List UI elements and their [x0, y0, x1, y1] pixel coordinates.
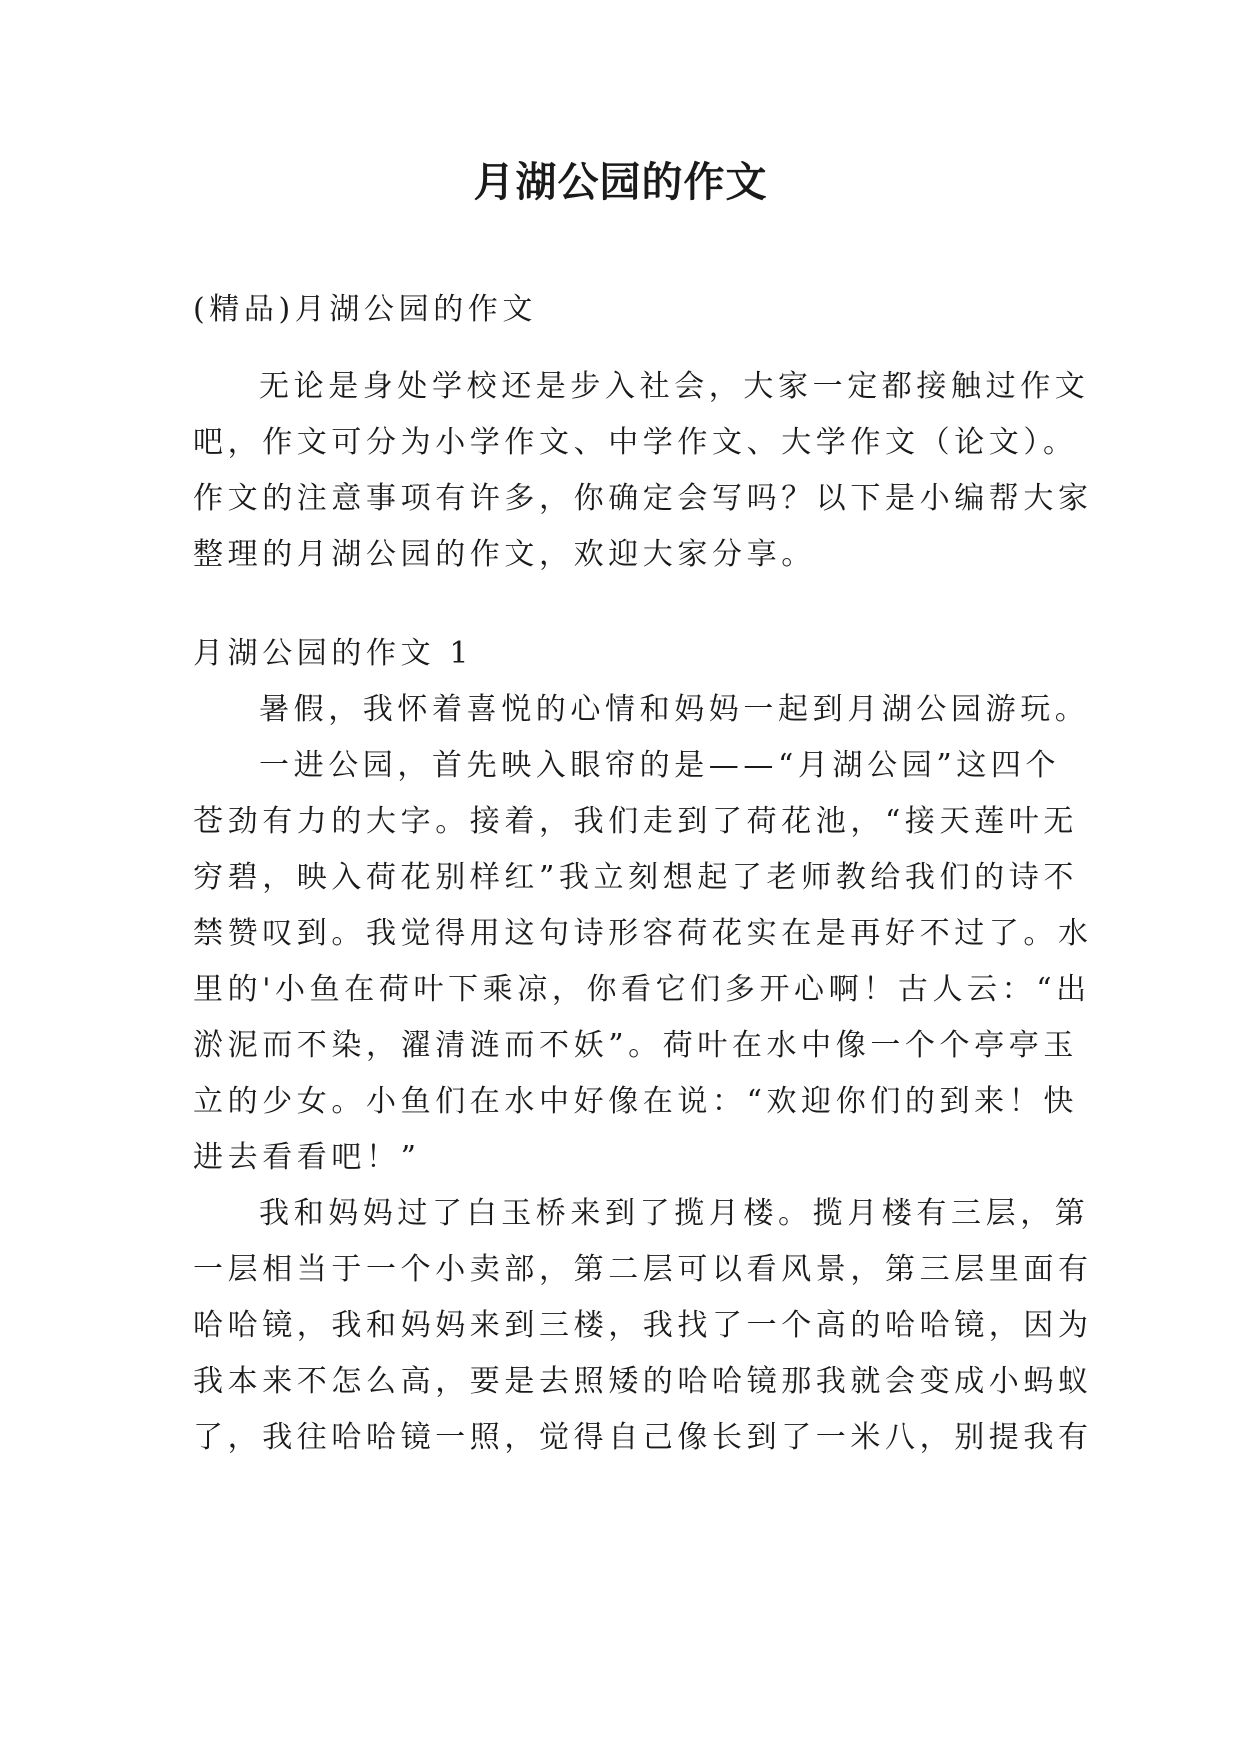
document-title: 月湖公园的作文	[473, 158, 768, 206]
intro-line: 无论是身处学校还是步入社会，大家一定都接触过作文	[259, 369, 1090, 404]
body-line: 里的'小鱼在荷叶下乘凉，你看它们多开心啊！古人云：“出	[193, 972, 1091, 1007]
body-line: 禁赞叹到。我觉得用这句诗形容荷花实在是再好不过了。水	[193, 916, 1093, 951]
intro-line: 整理的月湖公园的作文，欢迎大家分享。	[193, 537, 816, 572]
body-line: 一进公园，首先映入眼帘的是——“月湖公园”这四个	[259, 748, 1061, 783]
body-line: 苍劲有力的大字。接着，我们走到了荷花池，“接天莲叶无	[193, 804, 1078, 839]
body-line: 穷碧，映入荷花别样红”我立刻想起了老师教给我们的诗不	[193, 860, 1078, 895]
section-heading: 月湖公园的作文 1	[193, 636, 474, 671]
body-line: 哈哈镜，我和妈妈来到三楼，我找了一个高的哈哈镜，因为	[193, 1308, 1093, 1343]
intro-line: 作文的注意事项有许多，你确定会写吗？以下是小编帮大家	[193, 481, 1093, 516]
body-line: 了，我往哈哈镜一照，觉得自己像长到了一米八，别提我有	[193, 1420, 1093, 1455]
body-line: 暑假，我怀着喜悦的心情和妈妈一起到月湖公园游玩。	[259, 692, 1090, 727]
body-line: 进去看看吧！”	[193, 1140, 421, 1175]
document-subtitle: (精品)月湖公园的作文	[193, 292, 538, 327]
body-line: 立的少女。小鱼们在水中好像在说：“欢迎你们的到来！快	[193, 1084, 1078, 1119]
body-line: 一层相当于一个小卖部，第二层可以看风景，第三层里面有	[193, 1252, 1093, 1287]
body-line: 淤泥而不染，濯清涟而不妖”。荷叶在水中像一个个亭亭玉	[193, 1028, 1078, 1063]
intro-line: 吧，作文可分为小学作文、中学作文、大学作文（论文）。	[193, 425, 1078, 460]
body-line: 我和妈妈过了白玉桥来到了揽月楼。揽月楼有三层，第	[259, 1196, 1090, 1231]
body-line: 我本来不怎么高，要是去照矮的哈哈镜那我就会变成小蚂蚁	[193, 1364, 1093, 1399]
